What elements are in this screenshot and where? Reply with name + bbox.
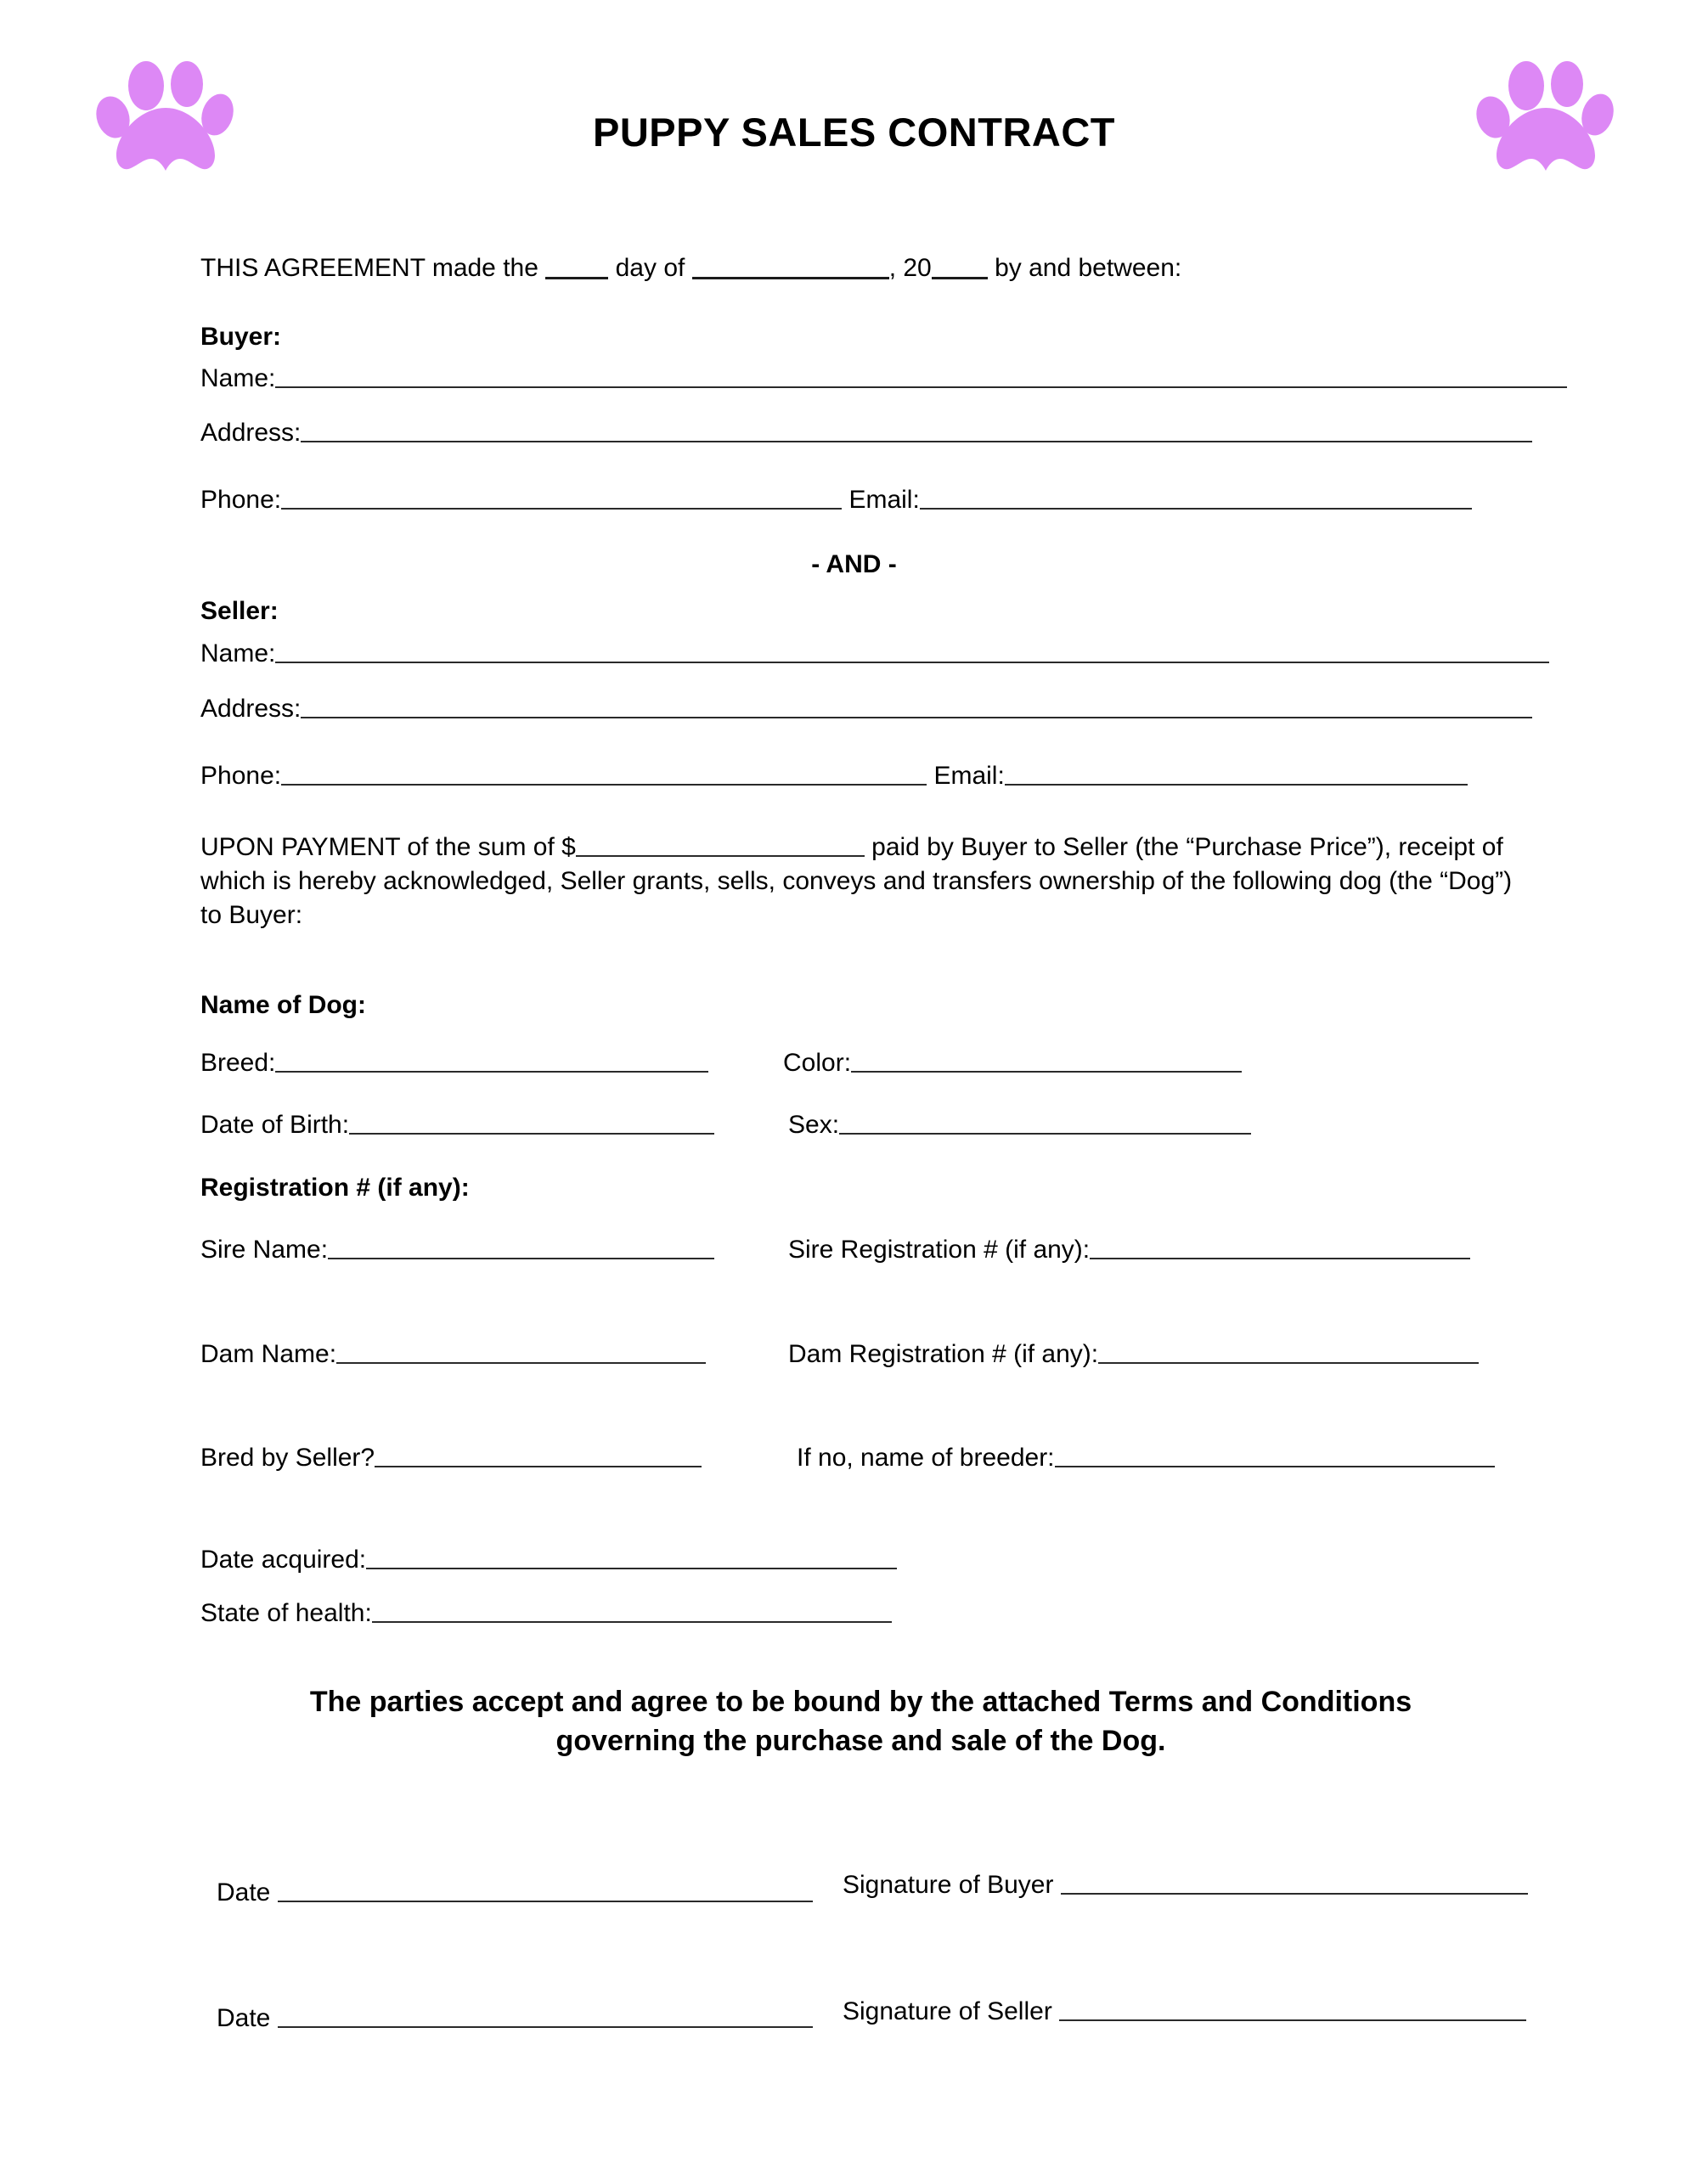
buyer-address-row bbox=[200, 416, 1532, 450]
agreement-intro-line bbox=[200, 251, 1181, 285]
buyer-signature-label: Signature of Buyer bbox=[843, 1871, 1054, 1899]
dog-sex-row bbox=[788, 1111, 1251, 1140]
payment-lead-text: UPON PAYMENT of the sum of $ bbox=[200, 833, 576, 861]
seller-address-label: Address: bbox=[200, 695, 302, 723]
seller-phone-label: Phone: bbox=[200, 762, 282, 790]
dog-dob-row bbox=[200, 1111, 714, 1140]
buyer-email-input[interactable] bbox=[920, 493, 1472, 510]
dog-name-heading: Name of Dog: bbox=[200, 991, 366, 1019]
state-of-health-row bbox=[200, 1599, 892, 1628]
dog-breed-label: Breed: bbox=[200, 1049, 276, 1077]
seller-section-heading: Seller: bbox=[200, 597, 279, 625]
seller-date-label: Date bbox=[217, 2004, 271, 2032]
buyer-date-input[interactable] bbox=[278, 1885, 813, 1902]
buyer-email-label: Email: bbox=[848, 486, 920, 514]
dog-dob-label: Date of Birth: bbox=[200, 1111, 350, 1139]
acceptance-statement bbox=[200, 1683, 1521, 1760]
intro-text-part4: by and between: bbox=[995, 254, 1182, 282]
registration-heading: Registration # (if any): bbox=[200, 1174, 470, 1202]
dog-breed-input[interactable] bbox=[275, 1056, 708, 1073]
seller-name-input[interactable] bbox=[275, 646, 1549, 663]
dog-sex-input[interactable] bbox=[839, 1118, 1251, 1135]
seller-address-input[interactable] bbox=[301, 701, 1532, 718]
date-acquired-input[interactable] bbox=[366, 1552, 897, 1569]
bred-by-seller-label: Bred by Seller? bbox=[200, 1444, 375, 1472]
bred-by-seller-input[interactable] bbox=[375, 1450, 702, 1467]
sire-name-row bbox=[200, 1236, 714, 1264]
buyer-name-row bbox=[200, 362, 1567, 396]
breeder-name-row bbox=[797, 1444, 1495, 1473]
purchase-price-input[interactable] bbox=[576, 840, 865, 857]
dog-color-label: Color: bbox=[783, 1049, 852, 1077]
seller-signature-label: Signature of Seller bbox=[843, 1997, 1052, 2025]
sire-name-input[interactable] bbox=[328, 1242, 714, 1259]
buyer-phone-label: Phone: bbox=[200, 486, 282, 514]
intro-text-part1: THIS AGREEMENT made the bbox=[200, 254, 538, 282]
intro-text-part2: day of bbox=[615, 254, 685, 282]
date-acquired-row bbox=[200, 1546, 897, 1574]
seller-contact-row bbox=[200, 759, 1468, 793]
dog-sex-label: Sex: bbox=[788, 1111, 840, 1139]
intro-text-part3: , 20 bbox=[888, 254, 932, 282]
buyer-signature-row bbox=[843, 1871, 1528, 1900]
buyer-date-row bbox=[217, 1878, 813, 1907]
payment-tail-text: paid by Buyer to Seller (the “Purchase Price”), receipt of which is hereby acknowledged, Seller grants, sells, conveys and transfers ownership of the following dog (the “Dog”) to Buyer: bbox=[200, 833, 1513, 929]
dam-name-label: Dam Name: bbox=[200, 1340, 337, 1368]
dog-color-input[interactable] bbox=[851, 1056, 1242, 1073]
dam-name-row bbox=[200, 1340, 706, 1369]
agreement-day-blank[interactable] bbox=[545, 258, 608, 279]
acceptance-statement-line1: The parties accept and agree to be bound by the attached Terms and Conditions bbox=[309, 1686, 1412, 1718]
paw-print-icon bbox=[1474, 47, 1622, 183]
buyer-date-label: Date bbox=[217, 1878, 271, 1906]
dog-color-row bbox=[783, 1049, 1242, 1078]
agreement-year-blank[interactable] bbox=[932, 258, 988, 279]
date-acquired-label: Date acquired: bbox=[200, 1546, 367, 1574]
sire-registration-input[interactable] bbox=[1090, 1242, 1470, 1259]
sire-name-label: Sire Name: bbox=[200, 1236, 329, 1264]
dam-registration-row bbox=[788, 1340, 1479, 1369]
buyer-name-input[interactable] bbox=[275, 371, 1567, 388]
buyer-address-label: Address: bbox=[200, 419, 302, 447]
buyer-name-label: Name: bbox=[200, 364, 276, 392]
dam-name-input[interactable] bbox=[336, 1347, 706, 1364]
seller-signature-row bbox=[843, 1997, 1526, 2026]
buyer-contact-row bbox=[200, 483, 1472, 517]
seller-signature-input[interactable] bbox=[1059, 2004, 1526, 2021]
breeder-name-input[interactable] bbox=[1055, 1450, 1495, 1467]
page-title: PUPPY SALES CONTRACT bbox=[593, 110, 1115, 155]
buyer-phone-input[interactable] bbox=[281, 493, 842, 510]
dam-registration-label: Dam Registration # (if any): bbox=[788, 1340, 1099, 1368]
seller-date-row bbox=[217, 2004, 813, 2033]
dam-registration-input[interactable] bbox=[1098, 1347, 1479, 1364]
seller-name-label: Name: bbox=[200, 639, 276, 667]
seller-date-input[interactable] bbox=[278, 2011, 813, 2028]
and-separator: - AND - bbox=[811, 550, 897, 578]
state-of-health-input[interactable] bbox=[372, 1606, 892, 1623]
seller-email-label: Email: bbox=[933, 762, 1005, 790]
seller-phone-input[interactable] bbox=[281, 769, 927, 786]
acceptance-statement-line2: governing the purchase and sale of the Dog. bbox=[555, 1724, 1166, 1757]
dog-breed-row bbox=[200, 1049, 708, 1078]
dog-dob-input[interactable] bbox=[349, 1118, 714, 1135]
buyer-section-heading: Buyer: bbox=[200, 323, 282, 351]
seller-name-row bbox=[200, 637, 1549, 671]
payment-paragraph bbox=[200, 831, 1521, 932]
breeder-name-label: If no, name of breeder: bbox=[797, 1444, 1055, 1472]
bred-by-seller-row bbox=[200, 1444, 702, 1473]
sire-registration-row bbox=[788, 1236, 1470, 1264]
document-header bbox=[0, 0, 1708, 204]
seller-email-input[interactable] bbox=[1005, 769, 1468, 786]
buyer-signature-input[interactable] bbox=[1061, 1878, 1528, 1895]
agreement-month-blank[interactable] bbox=[692, 258, 889, 279]
sire-registration-label: Sire Registration # (if any): bbox=[788, 1236, 1091, 1264]
seller-address-row bbox=[200, 692, 1532, 726]
state-of-health-label: State of health: bbox=[200, 1599, 372, 1627]
buyer-address-input[interactable] bbox=[301, 425, 1532, 442]
